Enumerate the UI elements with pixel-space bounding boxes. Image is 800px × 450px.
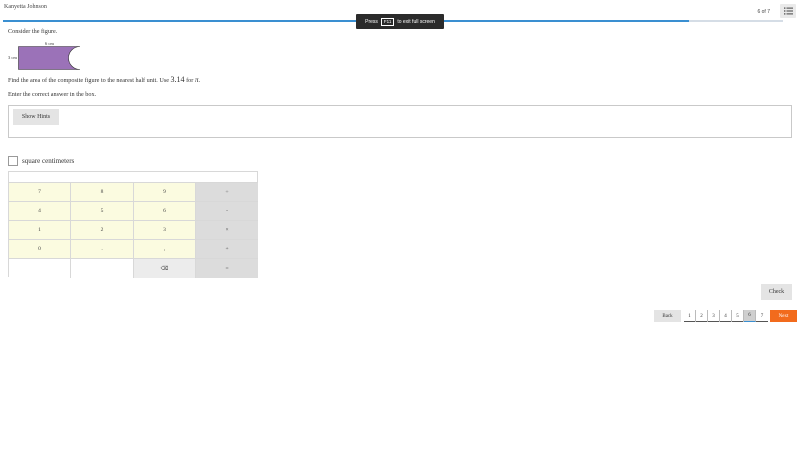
pi-symbol: π xyxy=(194,75,199,84)
keypad-key[interactable]: × xyxy=(196,221,258,240)
page-link-4[interactable]: 4 xyxy=(720,310,732,322)
figure-side-label: 3 cm xyxy=(8,55,17,60)
show-hints-button[interactable]: Show Hints xyxy=(13,109,59,125)
keypad-key[interactable]: 4 xyxy=(9,202,71,221)
question-prompt xyxy=(8,75,200,84)
keypad xyxy=(8,171,258,277)
page-link-5[interactable]: 5 xyxy=(732,310,744,322)
pi-value: 3.14 xyxy=(170,75,185,84)
keypad-key[interactable]: 5 xyxy=(71,202,134,221)
prompt-text: Find the area of the composite figure to the nearest half unit. Use xyxy=(8,77,171,84)
keypad-key[interactable]: - xyxy=(196,202,258,221)
page-count: 6 of 7 xyxy=(757,9,770,15)
page-link-1[interactable]: 1 xyxy=(684,310,696,322)
keypad-key[interactable]: ÷ xyxy=(196,183,258,202)
back-button[interactable]: Back xyxy=(654,310,681,322)
prompt-end: . xyxy=(198,77,201,84)
question-intro: Consider the figure. xyxy=(8,28,58,35)
fullscreen-message: to exit full screen xyxy=(397,18,435,25)
question-instruction: Enter the correct answer in the box. xyxy=(8,91,97,98)
list-icon xyxy=(784,7,793,15)
unit-label: square centimeters xyxy=(22,157,75,165)
page-navigator xyxy=(684,310,768,322)
keypad-key[interactable]: . xyxy=(71,240,134,259)
keypad-key[interactable]: 2 xyxy=(71,221,134,240)
keypad-key[interactable]: 3 xyxy=(134,221,196,240)
page-link-7[interactable]: 7 xyxy=(760,313,764,319)
keypad-key[interactable]: 0 xyxy=(9,240,71,259)
figure-shape xyxy=(18,46,86,70)
keypad-key[interactable]: 7 xyxy=(9,183,71,202)
page-link-2[interactable]: 2 xyxy=(696,310,708,322)
composite-figure xyxy=(6,40,86,70)
keypad-blank xyxy=(71,259,134,278)
figure-top-label: 6 cm xyxy=(45,41,54,46)
student-name: Kanyetta Johnson xyxy=(4,4,47,10)
keypad-key[interactable]: , xyxy=(134,240,196,259)
answer-input[interactable] xyxy=(8,156,18,166)
hints-panel xyxy=(8,105,792,138)
keypad-key[interactable]: 1 xyxy=(9,221,71,240)
check-button[interactable]: Check xyxy=(761,284,792,300)
keypad-display xyxy=(9,172,257,183)
prompt-for: for xyxy=(184,77,195,84)
next-button[interactable]: Next xyxy=(770,310,797,322)
keypad-key[interactable]: 8 xyxy=(71,183,134,202)
keypad-key[interactable]: 9 xyxy=(134,183,196,202)
backspace-key[interactable]: ⌫ xyxy=(134,259,196,278)
fullscreen-press: Press xyxy=(365,18,378,25)
progress-bar-fill xyxy=(3,20,689,22)
menu-button[interactable] xyxy=(780,4,796,18)
keypad-key[interactable]: 6 xyxy=(134,202,196,221)
keypad-key[interactable]: + xyxy=(196,240,258,259)
keypad-key[interactable]: = xyxy=(196,259,258,278)
fullscreen-banner xyxy=(356,14,444,29)
fullscreen-key: F11 xyxy=(381,18,394,26)
page-link-3[interactable]: 3 xyxy=(708,310,720,322)
keypad-blank xyxy=(9,259,71,278)
page-link-6[interactable]: 6 xyxy=(744,310,756,322)
